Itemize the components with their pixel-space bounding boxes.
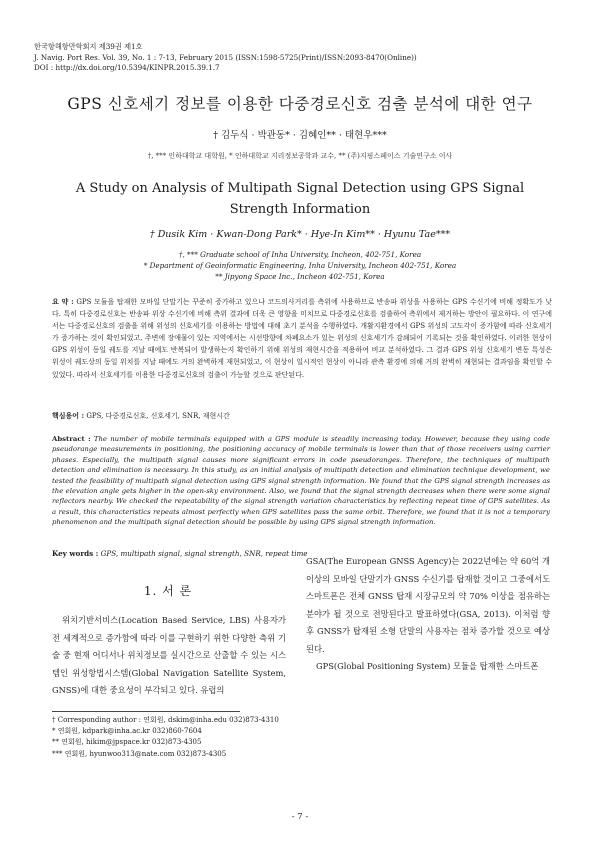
abstract-korean-label: 요 약 :: [52, 297, 74, 306]
affiliation-line: †, *** Graduate school of Inha University, Incheon, 402-751, Korea: [178, 250, 422, 259]
body-right-column: [306, 553, 550, 676]
journal-info: [34, 42, 417, 74]
abstract-korean-text: GPS 모듈을 탑재한 모바일 단말기는 꾸준히 증가하고 있으나 코드의사거리를 측위에 사용하므로 반송파 위상을 사용하는 GPS 수신기에 비해 정확도가 낮다. 특히 다중경로신호는 반송파 위상 수신기에 비해 측위 결과에 더욱 큰 영향을 미치므로 다중경로신호를 검출하여 측위에서 제거하는 방안이 필요하다. 이 연구에서는 다중경로신호의 검출을 위해 위성의 신호세기를 이용하는 방법에 대해 초기 분석을 수행하였다. 개활지환경에서 GPS 위성의 고도각이 증가함에 따라 신호세기가 증가하는 것이 확인되었고, 주변에 장애물이 있는 지역에서는 시선방향에 차폐요소가 있는 위성의 신호세기가 감쇄되어 기록되는 것을 확인하였다. 이러한 현상이 GPS 위성이 동일 궤도를 지날 때에도 반복되어 발생하는지 확인하기 위해 위성의 재현시간을 적용하여 비교 분석하였다. 그 결과 GPS 위성 신호세기 변동 특성은 위성이 궤도상의 동일 위치를 지날 때에도 거의 완벽하게 재현되었고, 이 현상이 일시적인 현상이 아니라 관측 환경에 의해 거의 완벽히 재현되는 결과임을 확인할 수 있었다. 따라서 신호세기를 이용한 다중경로신호의 검출이 가능할 것으로 판단된다.: [52, 298, 553, 379]
footnote-author: *** 연회원, hyunwoo313@nate.com 032)873-4305: [52, 749, 227, 758]
journal-citation: J. Navig. Port Res. Vol. 39, No. 1 : 7-13, February 2015 (ISSN:1598-5725(Print)/ISSN:2093-8470(Online)): [34, 52, 417, 62]
authors-english: † Dusik Kim · Kwan-Dong Park* · Hye-In Kim** · Hyunu Tae***: [149, 229, 451, 240]
title-korean: GPS 신호세기 정보를 이용한 다중경로신호 검출 분석에 대한 연구: [67, 95, 533, 113]
page-number: - 7 -: [291, 812, 309, 822]
abstract-english-label: Abstract :: [52, 435, 91, 443]
footnote-author: * 연회원, kdpark@inha.ac.kr 032)860-7604: [52, 727, 202, 736]
affiliation-korean: †, *** 인하대학교 대학원, * 인하대학교 지리정보공학과 교수, ** (주)지핑스페이스 기술연구소 이사: [147, 152, 453, 160]
affiliations-english: [0, 249, 600, 282]
section-heading-introduction: 1. 서 론: [143, 584, 193, 598]
footnote-divider: [52, 711, 240, 712]
affiliation-line: * Department of Geoinformatic Engineering, Inha University, Incheon 402-751, Korea: [143, 261, 457, 270]
footnote-author: ** 연회원, hikim@jpspace.kr 032)873-4305: [52, 738, 202, 747]
title-english: A Study on Analysis of Multipath Signal Detection using GPS Signal Strength Information: [75, 181, 525, 217]
body-paragraph: GPS(Global Positioning System) 모듈을 탑재한 스마트폰: [316, 661, 539, 671]
footnotes: [52, 715, 279, 760]
abstract-english-text: The number of mobile terminals equipped with a GPS module is steadily increasing today. However, because they using code pseudorange measurements in positioning, the positioning accuracy of mobile terminals is lower than that of those receivers using carrier phases. Especially, the multipath signal causes more significant errors in code pseudoranges. Therefore, the techniques of multipath detection and elimination is necessary. In this study, as an initial analysis of multipath detection and elimination technique development, we tested the feasibility of multipath signal detection using GPS signal strength information. We found that the GPS signal strength increases as the elevation angle gets higher in the open-sky environment. Also, we found that the signal strength decreases when there were some signal reflectors nearby. We checked the repeatability of the signal strength variation characteristics by reflecting repeat time of GPS satellites. As a result, this characteristics repeats almost perfectly when GPS satellites pass the same orbit. Therefore, we found that it is not a temporary phenomenon and the multipath signal detection should be possible by using GPS signal strength information.: [52, 435, 551, 527]
affiliation-line: ** Jipyong Space Inc., Incheon 402-751, Korea: [215, 272, 385, 281]
abstract-korean: [52, 296, 552, 381]
abstract-english: [52, 434, 550, 528]
keywords-korean-label: 핵심용어 :: [52, 411, 85, 420]
footnote-corresponding: † Corresponding author : 연회원, dskim@inha.edu 032)873-4310: [52, 716, 279, 724]
keywords-korean: [52, 411, 230, 421]
keywords-korean-text: GPS, 다중경로신호, 신호세기, SNR, 재현시간: [86, 412, 230, 420]
keywords-english: [52, 549, 308, 558]
keywords-english-label: Key words :: [52, 549, 99, 558]
keywords-english-text: GPS, multipath signal, signal strength, SNR, repeat time: [100, 549, 308, 558]
journal-doi[interactable]: DOI : http://dx.doi.org/10.5394/KINPR.2015.39.1.7: [34, 63, 220, 72]
body-paragraph: GSA(The European GNSS Agency)는 2022년에는 약 60억 개 이상의 모바일 단말기가 GNSS 수신기를 탑재할 것이고 그중에서도 스마트폰은 전체 GNSS 탑재 시장규모의 약 70% 이상을 점유하는 분야가 될 것으로 전망된다고 발표하였다(GSA, 2013). 이처럼 향후 GNSS가 탑재된 소형 단말의 사용자는 점차 증가할 것으로 예상된다.: [306, 556, 550, 654]
body-left-column: 위치기반서비스(Location Based Service, LBS) 사용자가 전 세계적으로 증가함에 따라 이를 구현하기 위한 다양한 측위 기술 중 현재 어디서나 위치정보를 실시간으로 산출할 수 있는 시스템인 위성항법시스템(Global Navigation Satellite System, GNSS)에 대한 중요성이 부각되고 있다. 유럽의: [52, 615, 286, 695]
authors-korean: † 김두식 · 박관동* · 김혜인** · 태현우***: [213, 130, 387, 141]
journal-name-ko: 한국항해항만학회지 제39권 제1호: [34, 42, 143, 51]
